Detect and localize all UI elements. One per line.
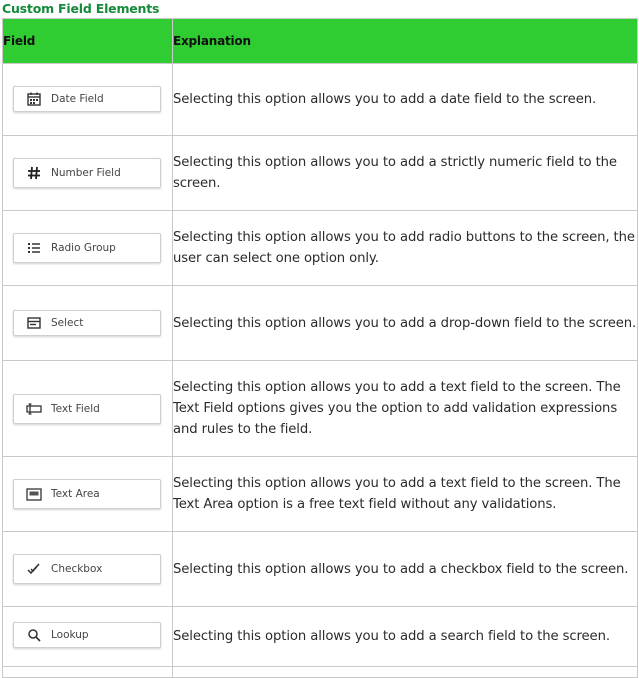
hash-icon bbox=[26, 165, 42, 181]
table-row-partial bbox=[3, 667, 638, 678]
field-cell bbox=[3, 457, 173, 532]
select-button[interactable] bbox=[13, 310, 161, 336]
field-label: Select bbox=[51, 317, 84, 329]
table-row bbox=[3, 286, 638, 361]
explanation-cell: Selecting this option allows you to add a search field to the screen. bbox=[173, 607, 638, 667]
dropdown-icon bbox=[26, 315, 42, 331]
empty-cell bbox=[3, 667, 173, 678]
explanation-cell: Selecting this option allows you to add radio buttons to the screen, the user can select one option only. bbox=[173, 211, 638, 286]
radio-group-button[interactable] bbox=[13, 233, 161, 263]
field-cell bbox=[3, 532, 173, 607]
date-field-button[interactable] bbox=[13, 86, 161, 112]
table-row bbox=[3, 532, 638, 607]
header-explanation: Explanation bbox=[173, 19, 638, 64]
field-label: Number Field bbox=[51, 167, 121, 179]
field-label: Text Area bbox=[51, 488, 100, 500]
checkbox-button[interactable] bbox=[13, 554, 161, 584]
explanation-cell: Selecting this option allows you to add a checkbox field to the screen. bbox=[173, 532, 638, 607]
radio-list-icon bbox=[26, 240, 42, 256]
calendar-icon bbox=[26, 91, 42, 107]
explanation-cell: Selecting this option allows you to add a date field to the screen. bbox=[173, 64, 638, 136]
field-cell bbox=[3, 211, 173, 286]
text-field-icon bbox=[26, 401, 42, 417]
header-field: Field bbox=[3, 19, 173, 64]
field-label: Text Field bbox=[51, 402, 100, 415]
table-row bbox=[3, 136, 638, 211]
text-area-icon bbox=[26, 486, 42, 502]
table-row bbox=[3, 211, 638, 286]
explanation-cell: Selecting this option allows you to add a strictly numeric field to the screen. bbox=[173, 136, 638, 211]
table-row bbox=[3, 607, 638, 667]
empty-cell bbox=[173, 667, 638, 678]
field-cell bbox=[3, 607, 173, 667]
field-label: Radio Group bbox=[51, 242, 116, 254]
section-title: Custom Field Elements bbox=[2, 1, 160, 16]
table-header-row bbox=[3, 19, 638, 64]
text-field-button[interactable] bbox=[13, 394, 161, 424]
field-label: Lookup bbox=[51, 628, 89, 641]
field-cell bbox=[3, 286, 173, 361]
explanation-cell: Selecting this option allows you to add a text field to the screen. The Text Field options gives you the option to add validation expressions and rules to the field. bbox=[173, 361, 638, 457]
explanation-cell: Selecting this option allows you to add a text field to the screen. The Text Area option is a free text field without any validations. bbox=[173, 457, 638, 532]
table-row bbox=[3, 64, 638, 136]
field-cell bbox=[3, 361, 173, 457]
search-icon bbox=[26, 627, 42, 643]
table-row bbox=[3, 361, 638, 457]
lookup-button[interactable] bbox=[13, 622, 161, 648]
text-area-button[interactable] bbox=[13, 479, 161, 509]
custom-field-elements-table bbox=[2, 18, 638, 678]
field-label: Date Field bbox=[51, 92, 104, 105]
explanation-cell: Selecting this option allows you to add a drop-down field to the screen. bbox=[173, 286, 638, 361]
field-label: Checkbox bbox=[51, 563, 103, 575]
field-cell bbox=[3, 136, 173, 211]
check-icon bbox=[26, 561, 42, 577]
field-cell bbox=[3, 64, 173, 136]
number-field-button[interactable] bbox=[13, 158, 161, 188]
table-row bbox=[3, 457, 638, 532]
